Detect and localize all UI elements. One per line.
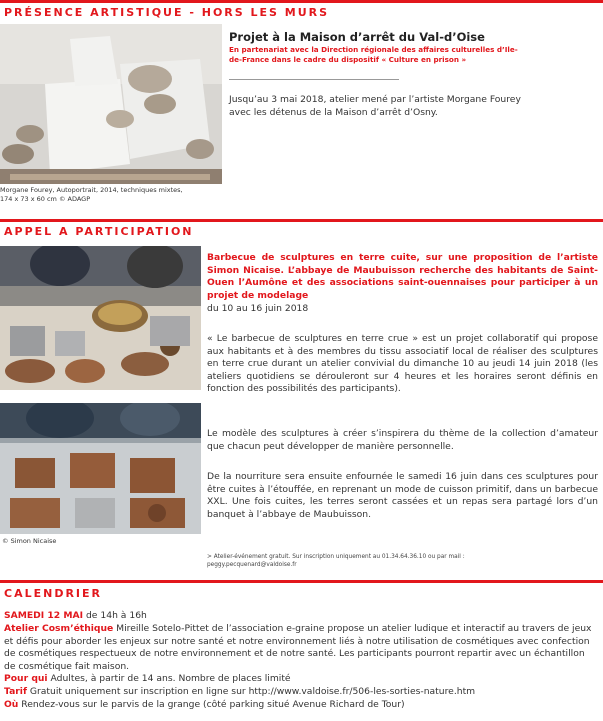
appel-paragraph-2: Le modèle des sculptures à créer s’inspirera du thème de la collection d’amateur que chacun peut développer de manière personnelle. bbox=[207, 428, 598, 452]
calendar-ou bbox=[4, 699, 599, 712]
appel-footnote bbox=[207, 553, 598, 569]
project-subtitle: En partenariat avec la Direction régionale des affaires culturelles d’Ile-de-France dans le cadre du dispositif « Culture en prison » bbox=[229, 45, 518, 64]
workshop-photo-clay-trays bbox=[0, 246, 201, 390]
calendar-pourqui bbox=[4, 673, 599, 686]
artwork-caption-line2: 174 x 73 x 60 cm © ADAGP bbox=[0, 195, 91, 203]
calendar-pourqui-text: Adultes, à partir de 14 ans. Nombre de places limité bbox=[47, 673, 291, 684]
workshop-photo-clay-sculptures bbox=[0, 403, 201, 534]
calendar-event-desc bbox=[4, 623, 599, 673]
appel-paragraph-1: « Le barbecue de sculptures en terre crue » est un projet collaboratif qui propose aux habitants et à des membres du tissu associatif local de réaliser des sculptures en terre crue durant un atelier convivial du dimanche 10 au jeudi 14 juin 2018 (les ateliers quotidiens se dérouleront sur 4 heures et les horaires seront définis en fonction des possibilités des participants). bbox=[207, 333, 598, 395]
artwork-caption-line1: Morgane Fourey, Autoportrait, 2014, techniques mixtes, bbox=[0, 186, 183, 194]
artwork-photo-morgane-fourey bbox=[0, 24, 222, 184]
section-title-calendrier: CALENDRIER bbox=[4, 587, 102, 600]
calendar-tarif bbox=[4, 686, 599, 699]
section-title-presence: PRÉSENCE ARTISTIQUE - HORS LES MURS bbox=[4, 6, 330, 19]
calendar-tarif-text[interactable]: Gratuit uniquement sur inscription en ligne sur http://www.valdoise.fr/506-les-sorties-nature.htm bbox=[26, 686, 476, 697]
appel-lead: Barbecue de sculptures en terre cuite, sur une proposition de l’artiste Simon Nicaise. L’abbaye de Maubuisson recherche des habitants de Saint-Ouen l’Aumône et des associations saint-ouennaises pour participer à un projet de modelage bbox=[207, 252, 598, 301]
calendar-pourqui-label: Pour qui bbox=[4, 673, 48, 684]
calendar-ou-label: Où bbox=[4, 699, 19, 710]
divider bbox=[229, 79, 399, 80]
appel-footnote-email[interactable]: peggy.pecquenard@valdoise.fr bbox=[207, 562, 297, 568]
calendar-date-time: de 14h à 16h bbox=[83, 610, 147, 621]
appel-paragraph-3: De la nourriture sera ensuite enfournée le samedi 16 juin dans ces sculptures pour être cuites à l’étouffée, en reprenant un mode de cuisson primitif, dans un barbecue XXL. Une fois cuites, les terres seront cassées et un repas sera partagé lors d’un banquet à l’abbaye de Maubuisson. bbox=[207, 471, 598, 520]
project-body: Jusqu’au 3 mai 2018, atelier mené par l’artiste Morgane Fourey avec les détenus de la Maison d’arrêt d’Osny. bbox=[229, 94, 521, 118]
photo-credit: © Simon Nicaise bbox=[2, 537, 57, 545]
calendar-ou-text: Rendez-vous sur le parvis de la grange (côté parking situé Avenue Richard de Tour) bbox=[18, 699, 405, 710]
section-title-appel: APPEL A PARTICIPATION bbox=[4, 225, 194, 238]
artwork-caption bbox=[0, 186, 225, 204]
section-header-calendrier bbox=[0, 580, 603, 583]
calendar-date-line bbox=[4, 610, 599, 623]
calendar-tarif-label: Tarif bbox=[4, 686, 27, 697]
section-header-presence bbox=[0, 0, 603, 3]
calendar-event-label: Atelier Cosm’éthique bbox=[4, 623, 114, 634]
calendar-date-label: SAMEDI 12 MAI bbox=[4, 610, 84, 621]
project-title: Projet à la Maison d’arrêt du Val-d’Oise bbox=[229, 30, 485, 44]
section-header-appel bbox=[0, 219, 603, 222]
appel-footnote-line1: > Atelier-événement gratuit. Sur inscription uniquement au 01.34.64.36.10 ou par mail : bbox=[207, 554, 465, 560]
appel-dates: du 10 au 16 juin 2018 bbox=[207, 303, 309, 314]
calendar-event-text: Mireille Sotelo-Pittet de l’association e-graine propose un atelier ludique et interactif au travers de jeux et défis pour aborder les enjeux sur notre santé et notre environnement liés à notre utilisation de cosmétiques avec confection de cosmétiques respectueux de notre environnement et de notre santé. Les participants pourront repartir avec un échantillon de cosmétique fait maison. bbox=[4, 623, 592, 672]
